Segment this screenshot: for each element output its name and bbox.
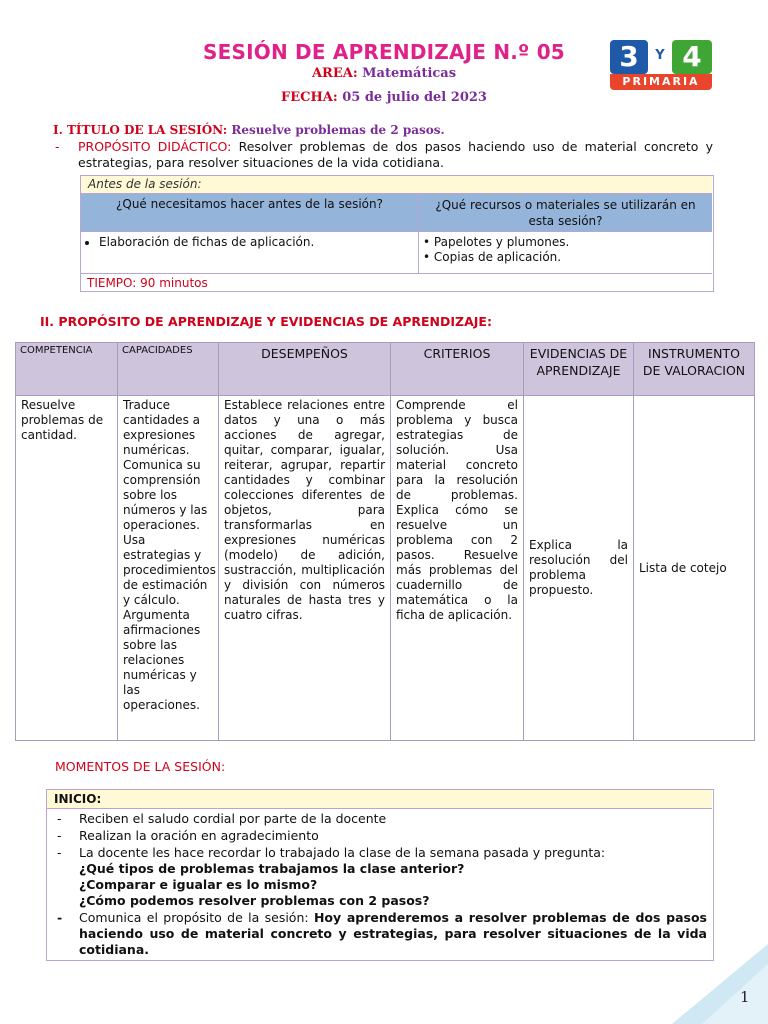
question: ¿Qué tipos de problemas trabajamos la clase anterior?: [79, 861, 465, 876]
question: ¿Comparar e igualar es lo mismo?: [79, 877, 318, 892]
fecha-line: [0, 90, 768, 105]
purpose-statement: Hoy aprenderemos a resolver problemas de dos pasos haciendo uso de material concreto y estrategias, para resolver situaciones de la vida cotidiana.: [79, 910, 708, 957]
list-item: • Elaboración de fichas de aplicación.: [99, 235, 412, 249]
cell-competencia: Resuelve problemas de cantidad.: [16, 396, 118, 741]
inicio-box: [46, 789, 714, 961]
list-item: - Realizan la oración en agradecimiento: [57, 828, 319, 843]
before-session-todo-cell: [81, 231, 419, 274]
session-time: TIEMPO: 90 minutos: [87, 276, 208, 290]
header-desempenos: DESEMPEÑOS: [219, 343, 391, 396]
list-item: • Papelotes y plumones.: [423, 235, 570, 249]
logo-grade-3: 3: [610, 40, 648, 74]
purpose-prefix: Comunica el propósito de la sesión:: [79, 910, 309, 925]
before-session-caption: Antes de la sesión:: [81, 176, 712, 194]
area-label: AREA:: [311, 66, 358, 81]
list-item: - La docente les hace recordar lo trabajado la clase de la semana pasada y pregunta: ¿Qué tipos de problemas trabajamos la clase anterior? ¿Comparar e igualar es lo mismo? ¿Cómo podemos resolver problemas con 2 pasos?: [57, 845, 707, 909]
momentos-heading: MOMENTOS DE LA SESIÓN:: [55, 759, 226, 774]
table-header-row: [16, 343, 755, 396]
inicio-list: [57, 811, 707, 959]
purpose-dash: -: [55, 139, 60, 154]
section-2-heading: II. PROPÓSITO DE APRENDIZAJE Y EVIDENCIAS DE APRENDIZAJE:: [40, 314, 492, 329]
session-title-label: I. TÍTULO DE LA SESIÓN:: [53, 123, 228, 137]
page-corner-decoration: [672, 944, 768, 1024]
primaria-logo: [610, 40, 713, 92]
cell-capacidades: Traduce cantidades a expresiones numéricas. Comunica su comprensión sobre los números y las operaciones. Usa estrategias y procedimientos de estimación y cálculo. Argumenta afirmaciones sobre las relaciones numéricas y las operaciones.: [118, 396, 219, 741]
fecha-label: FECHA:: [281, 90, 338, 105]
session-title-value: Resuelve problemas de 2 pasos.: [231, 123, 445, 137]
didactic-purpose: [55, 139, 713, 171]
logo-and: Y: [655, 48, 665, 63]
before-session-box: [80, 175, 714, 292]
before-session-resources-cell: [419, 231, 712, 274]
header-criterios: CRITERIOS: [391, 343, 524, 396]
cell-criterios: Comprende el problema y busca estrategias de solución. Usa material concreto para la resolución de problemas. Explica cómo se resuelve un problema con 2 pasos. Resuelve más problemas del cuadernillo de matemática o la ficha de aplicación.: [391, 396, 524, 741]
session-title-heading: [53, 123, 445, 137]
header-capacidades: CAPACIDADES: [118, 343, 219, 396]
header-instrumento: INSTRUMENTO DE VALORACION: [634, 343, 755, 396]
inicio-label: INICIO:: [47, 790, 712, 809]
learning-purpose-table: [15, 342, 755, 741]
before-session-header-resources: ¿Qué recursos o materiales se utilizarán en esta sesión?: [419, 194, 712, 231]
fecha-value: 05 de julio del 2023: [342, 90, 487, 105]
purpose-paragraph: [55, 139, 713, 171]
page-number: 1: [740, 988, 750, 1006]
page-title: SESIÓN DE APRENDIZAJE N.º 05: [203, 40, 565, 64]
area-value: Matemáticas: [362, 66, 457, 81]
logo-grade-4: 4: [672, 40, 712, 74]
cell-instrumento: Lista de cotejo: [634, 396, 755, 741]
cell-desempenos: Establece relaciones entre datos y una o más acciones de agregar, quitar, comparar, igualar, reiterar, agrupar, repartir cantidades y combinar colecciones diferentes de objetos, para transformarlas en expresiones numéricas (modelo) de adición, sustracción, multiplicación y división con números naturales de hasta tres y cuatro cifras.: [219, 396, 391, 741]
purpose-text: Resolver problemas de dos pasos haciendo uso de material concreto y estrategias, para resolver situaciones de la vida cotidiana.: [78, 139, 713, 170]
header-evidencias: EVIDENCIAS DE APRENDIZAJE: [524, 343, 634, 396]
before-session-header-todo: ¿Qué necesitamos hacer antes de la sesión?: [81, 194, 419, 231]
list-item: - Comunica el propósito de la sesión: Hoy aprenderemos a resolver problemas de dos pasos haciendo uso de material concreto y estrategias, para resolver situaciones de la vida cotidiana.: [57, 910, 708, 957]
question: ¿Cómo podemos resolver problemas con 2 pasos?: [79, 893, 430, 908]
list-item: - Reciben el saludo cordial por parte de la docente: [57, 811, 387, 826]
purpose-label: PROPÓSITO DIDÁCTICO:: [78, 139, 232, 154]
cell-evidencias: Explica la resolución del problema propuesto.: [524, 396, 634, 741]
header-competencia: COMPETENCIA: [16, 343, 118, 396]
table-row: [16, 396, 755, 741]
logo-band: PRIMARIA: [610, 74, 712, 90]
list-item: • Copias de aplicación.: [423, 250, 562, 264]
